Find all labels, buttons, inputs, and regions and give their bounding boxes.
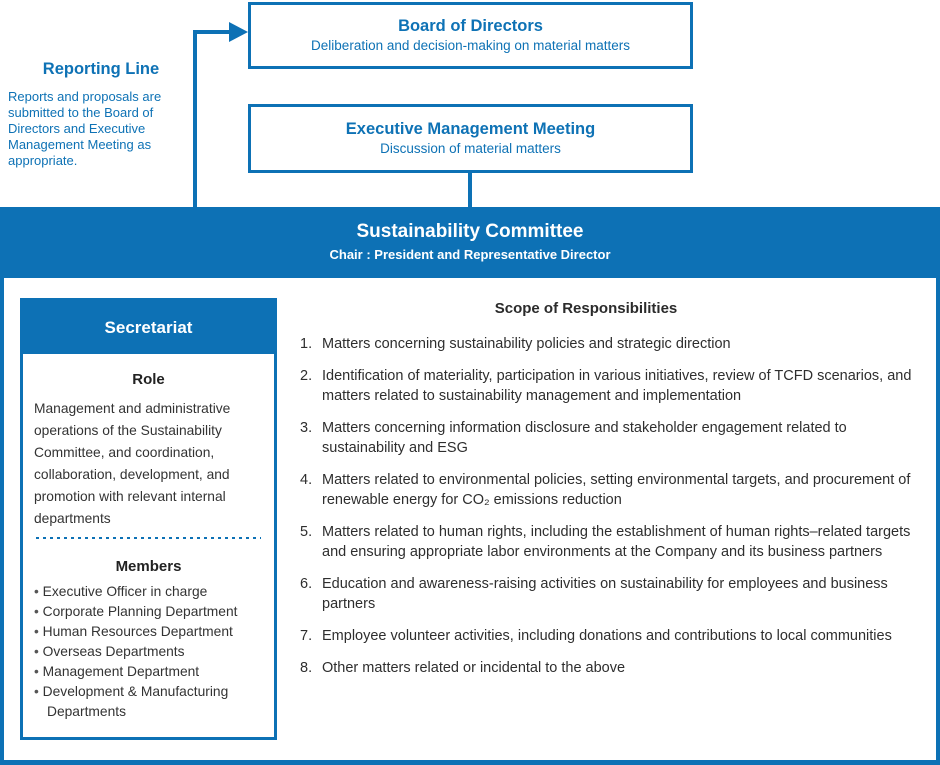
scope-of-responsibilities [300, 300, 932, 678]
sustainability-committee-band [0, 207, 940, 278]
reporting-line-vertical-connector [193, 30, 197, 207]
scope-list-item [300, 366, 932, 406]
member-list-item: • Human Resources Department [34, 622, 263, 642]
executive-management-meeting-box [248, 104, 693, 173]
board-of-directors-box [248, 2, 693, 69]
reporting-line-description: Reports and proposals are submitted to the Board of Directors and Executive Management Meeting as appropriate. [8, 89, 162, 168]
executive-management-meeting-title: Executive Management Meeting [345, 120, 596, 139]
scope-list-item [300, 658, 932, 678]
scope-heading: Scope of Responsibilities [494, 300, 678, 317]
sustainability-committee-chair: Chair : President and Representative Director [329, 247, 611, 263]
reporting-line-title: Reporting Line [42, 60, 160, 78]
scope-item-text: Matters concerning information disclosure and stakeholder engagement related to sustainability and ESG [322, 420, 847, 456]
scope-list-item [300, 522, 932, 562]
arrow-right-icon [229, 22, 248, 42]
scope-item-text: Other matters related or incidental to the above [322, 660, 626, 676]
scope-item-number: 7. [300, 628, 313, 644]
secretariat-box [20, 298, 277, 740]
scope-item-number: 6. [300, 576, 313, 592]
scope-item-number: 1. [300, 336, 313, 352]
member-list-item: • Development & Manufacturing Departments [34, 682, 263, 722]
scope-item-number: 3. [300, 420, 313, 436]
scope-list-item [300, 626, 932, 646]
scope-item-number: 8. [300, 660, 313, 676]
secretariat-body [23, 354, 274, 722]
secretariat-header: Secretariat [23, 301, 274, 354]
member-list-item: • Overseas Departments [34, 642, 263, 662]
member-list-item: • Executive Officer in charge [34, 582, 263, 602]
scope-list-item [300, 470, 932, 510]
scope-item-text: Matters related to human rights, including the establishment of human rights–related targets and ensuring appropriate labor environments at the Company and its business partners [322, 524, 911, 560]
secretariat-role-text: Management and administrative operations of the Sustainability Committee, and coordination, collaboration, development, and promotion with relevant internal departments [34, 401, 231, 526]
secretariat-members-heading: Members [115, 558, 182, 575]
scope-list [300, 334, 932, 678]
scope-item-number: 4. [300, 472, 313, 488]
scope-item-text: Employee volunteer activities, including donations and contributions to local communities [322, 628, 892, 644]
scope-item-text: Matters concerning sustainability policies and strategic direction [322, 336, 731, 352]
board-of-directors-title: Board of Directors [398, 17, 543, 36]
scope-item-text: Matters related to environmental policies, setting environmental targets, and procurement of renewable energy for CO₂ emissions reduction [322, 472, 911, 508]
scope-list-item [300, 574, 932, 614]
board-of-directors-subtitle: Deliberation and decision-making on material matters [311, 38, 630, 54]
scope-item-text: Education and awareness-raising activities on sustainability for employees and business partners [322, 576, 888, 612]
member-list-item: • Corporate Planning Department [34, 602, 263, 622]
secretariat-members-list [34, 582, 263, 722]
member-list-item: • Management Department [34, 662, 263, 682]
reporting-line-block [8, 60, 194, 169]
reporting-line-horizontal-connector [193, 30, 231, 34]
scope-list-item [300, 418, 932, 458]
executive-to-committee-connector [468, 173, 472, 207]
scope-item-number: 2. [300, 368, 313, 384]
secretariat-role-heading: Role [132, 371, 165, 388]
scope-item-number: 5. [300, 524, 313, 540]
executive-management-meeting-subtitle: Discussion of material matters [380, 141, 561, 157]
scope-list-item [300, 334, 932, 354]
scope-item-text: Identification of materiality, participation in various initiatives, review of TCFD scenarios, and matters related to sustainability management and implementation [322, 368, 912, 404]
dashed-divider [36, 537, 261, 539]
sustainability-committee-title: Sustainability Committee [356, 221, 584, 243]
